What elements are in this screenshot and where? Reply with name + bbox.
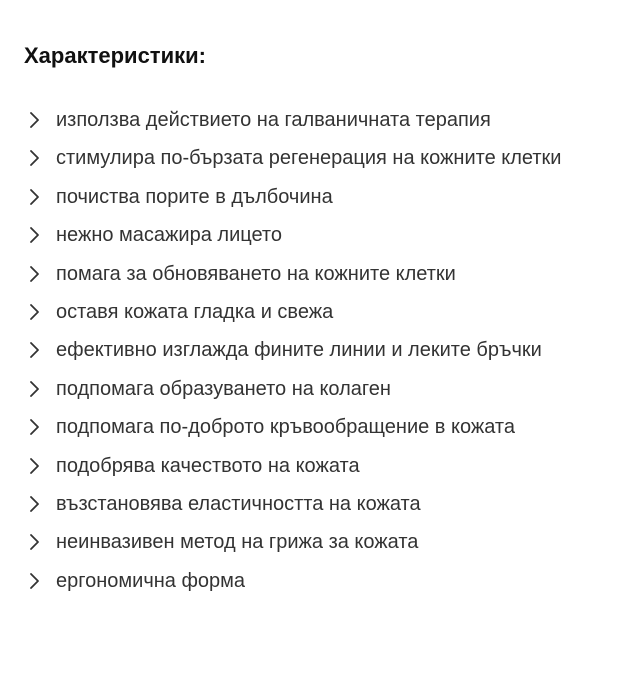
list-item-text: ергономична форма <box>56 569 246 592</box>
list-item <box>24 562 614 600</box>
chevron-right-icon <box>28 111 42 129</box>
chevron-right-icon <box>28 457 42 475</box>
list-item-text: подобрява качеството на кожата <box>56 454 360 477</box>
list-item-text: използва действието на галваничната терапия <box>56 109 491 131</box>
chevron-right-icon <box>28 341 42 359</box>
list-item <box>24 523 614 561</box>
list-item-text: стимулира по-бързата регенерация на кожните клетки <box>56 147 562 170</box>
features-section <box>24 40 614 592</box>
chevron-right-icon <box>28 265 42 283</box>
list-item-text: ефективно изглажда фините линии и леките бръчки <box>56 339 542 362</box>
list-item <box>24 485 614 523</box>
list-item <box>24 255 614 293</box>
chevron-right-icon <box>28 572 42 590</box>
list-item <box>24 447 614 485</box>
list-item <box>24 139 614 177</box>
list-item-text: помага за обновяването на кожните клетки <box>56 262 456 285</box>
chevron-right-icon <box>28 149 42 167</box>
list-item-text: възстановява еластичността на кожата <box>56 493 421 516</box>
list-item-text: неинвазивен метод на грижа за кожата <box>56 531 419 554</box>
chevron-right-icon <box>28 533 42 551</box>
features-list <box>24 101 614 600</box>
list-item <box>24 101 614 139</box>
chevron-right-icon <box>28 495 42 513</box>
chevron-right-icon <box>28 188 42 206</box>
chevron-right-icon <box>28 380 42 398</box>
list-item-text: подпомага образуването на колаген <box>56 377 391 400</box>
list-item <box>24 370 614 408</box>
list-item <box>24 408 614 446</box>
list-item <box>24 293 614 331</box>
list-item-text: подпомага по-доброто кръвообращение в кожата <box>56 416 515 439</box>
list-item-text: нежно масажира лицето <box>56 224 282 247</box>
list-item <box>24 216 614 254</box>
chevron-right-icon <box>28 418 42 436</box>
list-item-text: почиства порите в дълбочина <box>56 185 333 208</box>
chevron-right-icon <box>28 226 42 244</box>
list-item <box>24 178 614 216</box>
list-item-text: оставя кожата гладка и свежа <box>56 301 334 324</box>
list-item <box>24 331 614 369</box>
section-title: Характеристики: <box>24 43 206 68</box>
chevron-right-icon <box>28 303 42 321</box>
